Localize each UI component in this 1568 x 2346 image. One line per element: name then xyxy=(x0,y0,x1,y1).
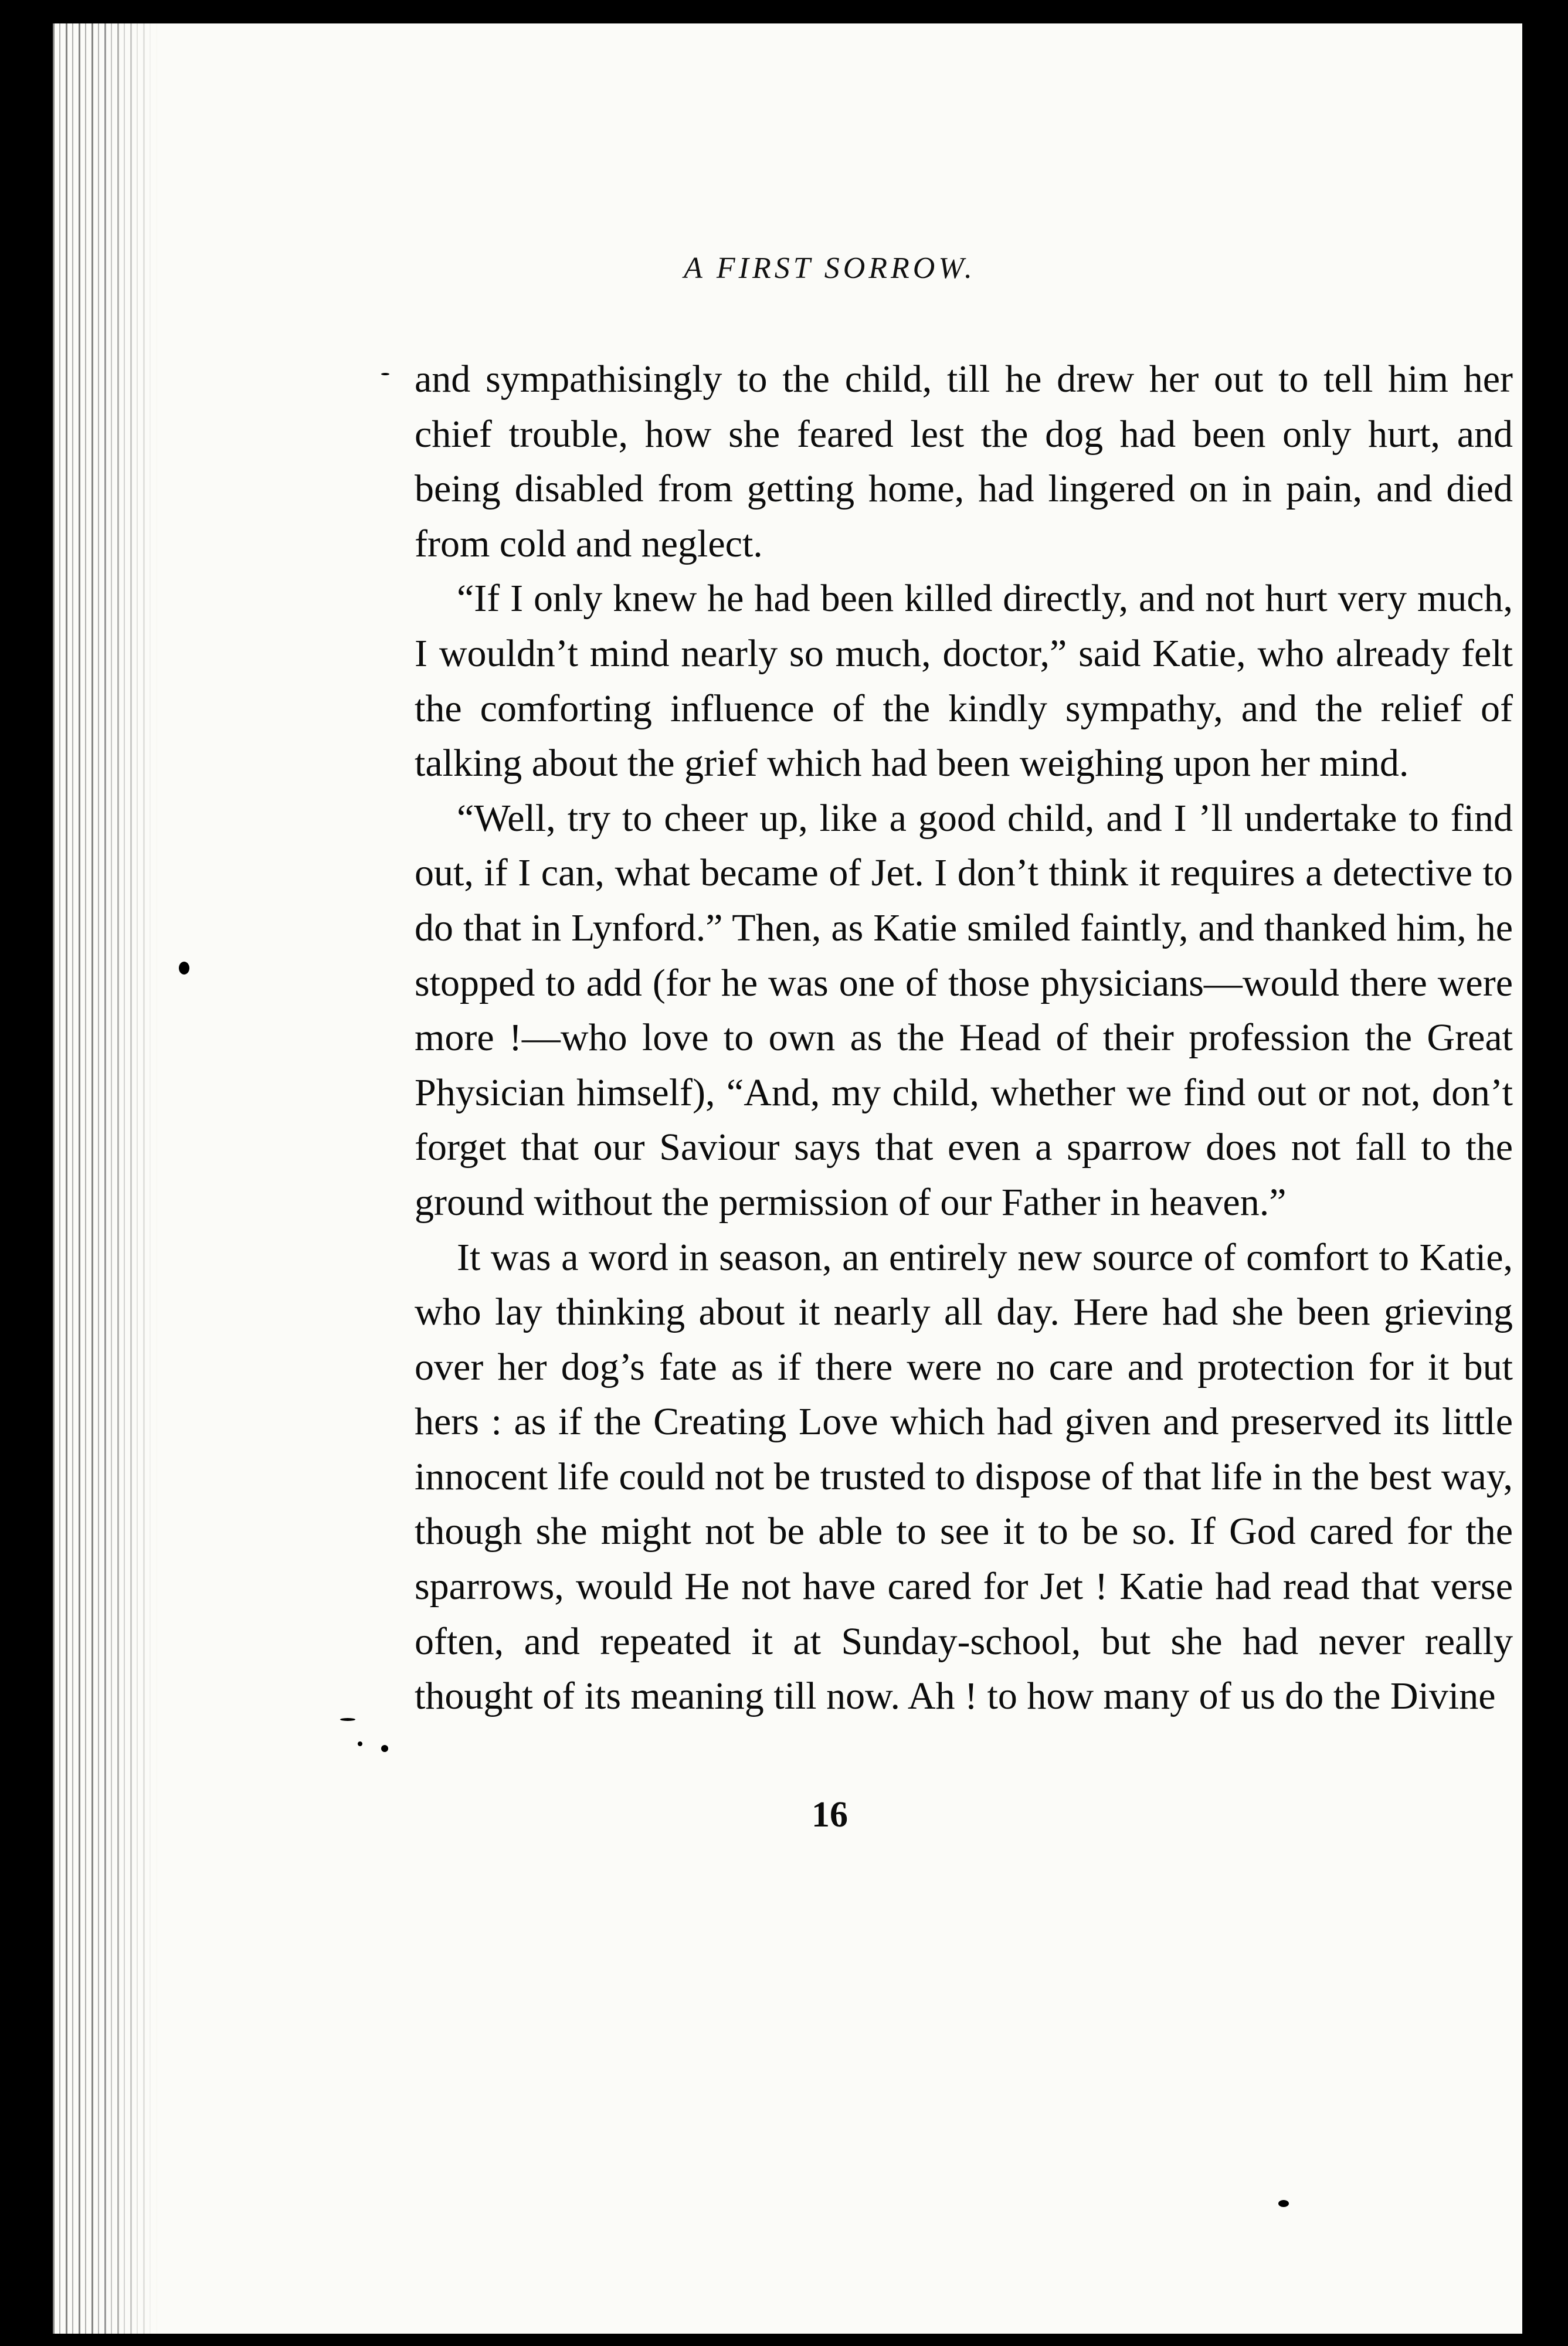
paragraph: and sympathisingly to the child, till he drew her out to tell him her chief trouble, how she feared lest the dog had been only hurt, and being disabled from getting home, had lingered on in pain, and died from cold and neglect. xyxy=(415,358,1513,565)
scan-speck xyxy=(358,1741,362,1746)
paragraph: “If I only knew he had been killed directly, and not hurt very much, I wouldn’t mind nearly so much, doctor,” said Katie, who already felt the comforting influence of the kindly sympathy, and the relief of talking about the grief which had been weighing upon her mind. xyxy=(415,577,1513,785)
scan-speck xyxy=(179,962,189,975)
scan-speck xyxy=(340,1718,355,1721)
paragraph: It was a word in season, an entirely new source of comfort to Katie, who lay thinking about it nearly all day. Here had she been grieving over her dog’s fate as if there were no care and protection for it but hers : as if the Creating Love which had given and preserved its little innocent life could not be trusted to dispose of that life in the best way, though she might not be able to see it to be so. If God cared for the sparrows, would He not have cared for Jet ! Katie had read that verse often, and repeated it at Sunday-school, but she had never really thought of its meaning till now. Ah ! to how many of us do the Divine xyxy=(415,1235,1513,1718)
running-header: A FIRST SORROW. xyxy=(684,252,976,285)
paragraph: “Well, try to cheer up, like a good child, and I ’ll undertake to find out, if I can, what became of Jet. I don’t think it requires a detective to do that in Lynford.” Then, as Katie smiled faintly, and thanked him, he stopped to add (for he was one of those physicians—would there were more !—who love to own as the Head of their profession the Great Physician himself), “And, my child, whether we find out or not, don’t forget that our Saviour says that even a sparrow does not fall to the ground without the permission of our Father in heaven.” xyxy=(415,796,1513,1224)
scan-speck xyxy=(1278,2200,1289,2207)
scan-edge-left xyxy=(53,23,158,2334)
scan-edge-right xyxy=(1522,23,1530,2334)
body-text xyxy=(415,352,1513,1724)
page-number: 16 xyxy=(812,1795,848,1835)
book-page xyxy=(53,23,1530,2334)
scan-speck xyxy=(381,373,389,375)
scan-speck xyxy=(381,1745,388,1752)
